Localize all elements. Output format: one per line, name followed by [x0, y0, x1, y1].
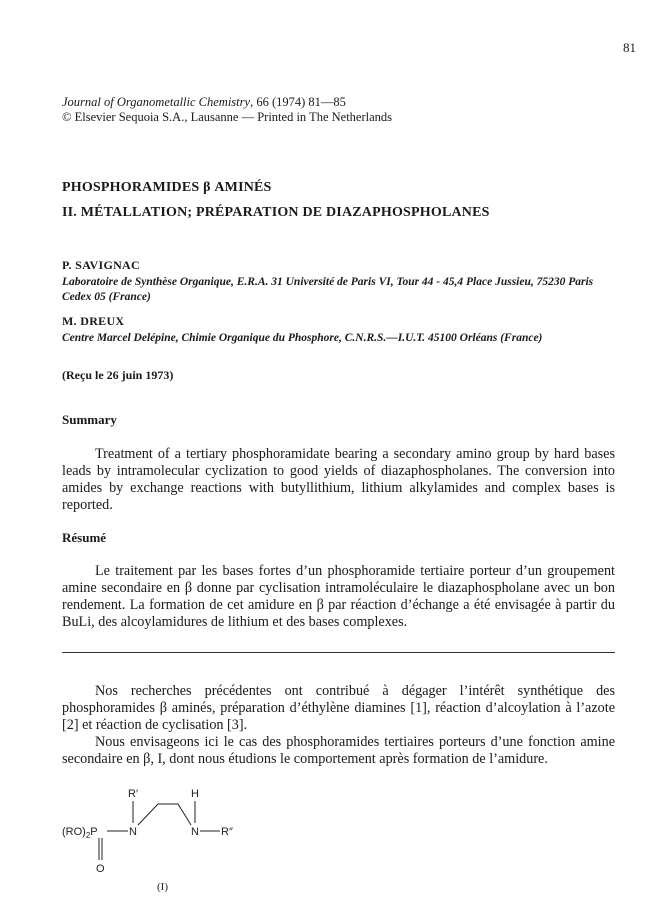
ethylene-chain	[138, 804, 191, 825]
received-date: (Reçu le 26 juin 1973)	[62, 368, 174, 382]
body-text	[62, 683, 615, 768]
summary-heading: Summary	[62, 412, 117, 427]
summary-paragraph	[62, 446, 615, 514]
resume-paragraph	[62, 563, 615, 631]
summary-text: Treatment of a tertiary phosphoramidate bearing a secondary amino group by hard bases leads by intramolecular cyclization to good yields of diazaphospholanes. The conversion into amides by exchange reactions with butyllithium, lithium alkylamides and complex bases is reported.	[62, 446, 615, 513]
article-title: PHOSPHORAMIDES β AMINÉS	[62, 180, 272, 195]
resume-text: Le traitement par les bases fortes d’un phosphoramide tertiaire porteur d’un groupement amine secondaire en β donne par cyclisation intramoléculaire le diazaphospholane avec un bon rendement. La formation de cet amidure en β par réaction d’échange a été envisagée à partir du BuLi, des alcoylamidures de lithium et des bases complexes.	[62, 563, 615, 630]
page-number: 81	[623, 40, 636, 55]
section-divider	[62, 652, 615, 653]
publisher-line: © Elsevier Sequoia S.A., Lausanne — Printed in The Netherlands	[62, 110, 393, 124]
body-paragraph: Nous envisageons ici le cas des phosphoramides tertiaires porteurs d’une fonction amine secondaire en β, I, dont nous étudions le comportement après formation de l’amidure.	[62, 734, 615, 767]
body-paragraph: Nos recherches précédentes ont contribué à dégager l’intérêt synthétique des phosphoramides β aminés, préparation d’éthylène diamines [1], réaction d’alcoylation à l’azote [2] et réaction de cyclisation [3].	[62, 683, 615, 733]
author-name: P. SAVIGNAC	[62, 258, 140, 272]
journal-name: Journal of Organometallic Chemistry	[62, 95, 251, 109]
journal-citation	[62, 95, 392, 110]
formula-nitrogen-2: N	[191, 826, 199, 838]
author-name: M. DREUX	[62, 314, 125, 328]
formula-alkoxy-group: $(RO)_2P$	[62, 826, 98, 840]
journal-header	[62, 95, 392, 125]
article-subtitle: II. MÉTALLATION; PRÉPARATION DE DIAZAPHOSPHOLANES	[62, 205, 490, 220]
author-affiliation: Laboratoire de Synthèse Organique, E.R.A. 31 Université de Paris VI, Tour 44 - 45,4 Place Jussieu, 75230 Paris Cedex 05 (France)	[62, 276, 594, 303]
formula-substituent-r2: R″	[221, 826, 233, 838]
chemical-structure-formula	[60, 780, 300, 900]
formula-label: (I)	[157, 881, 168, 893]
formula-hydrogen: H	[191, 788, 199, 800]
formula-oxygen: O	[96, 863, 105, 875]
formula-nitrogen-1: N	[129, 826, 137, 838]
resume-heading: Résumé	[62, 530, 107, 545]
journal-volume: , 66 (1974) 81—85	[250, 95, 346, 109]
author-affiliation: Centre Marcel Delépine, Chimie Organique du Phosphore, C.N.R.S.—I.U.T. 45100 Orléans (France)	[62, 332, 543, 344]
formula-substituent-r1: R′	[128, 788, 139, 800]
